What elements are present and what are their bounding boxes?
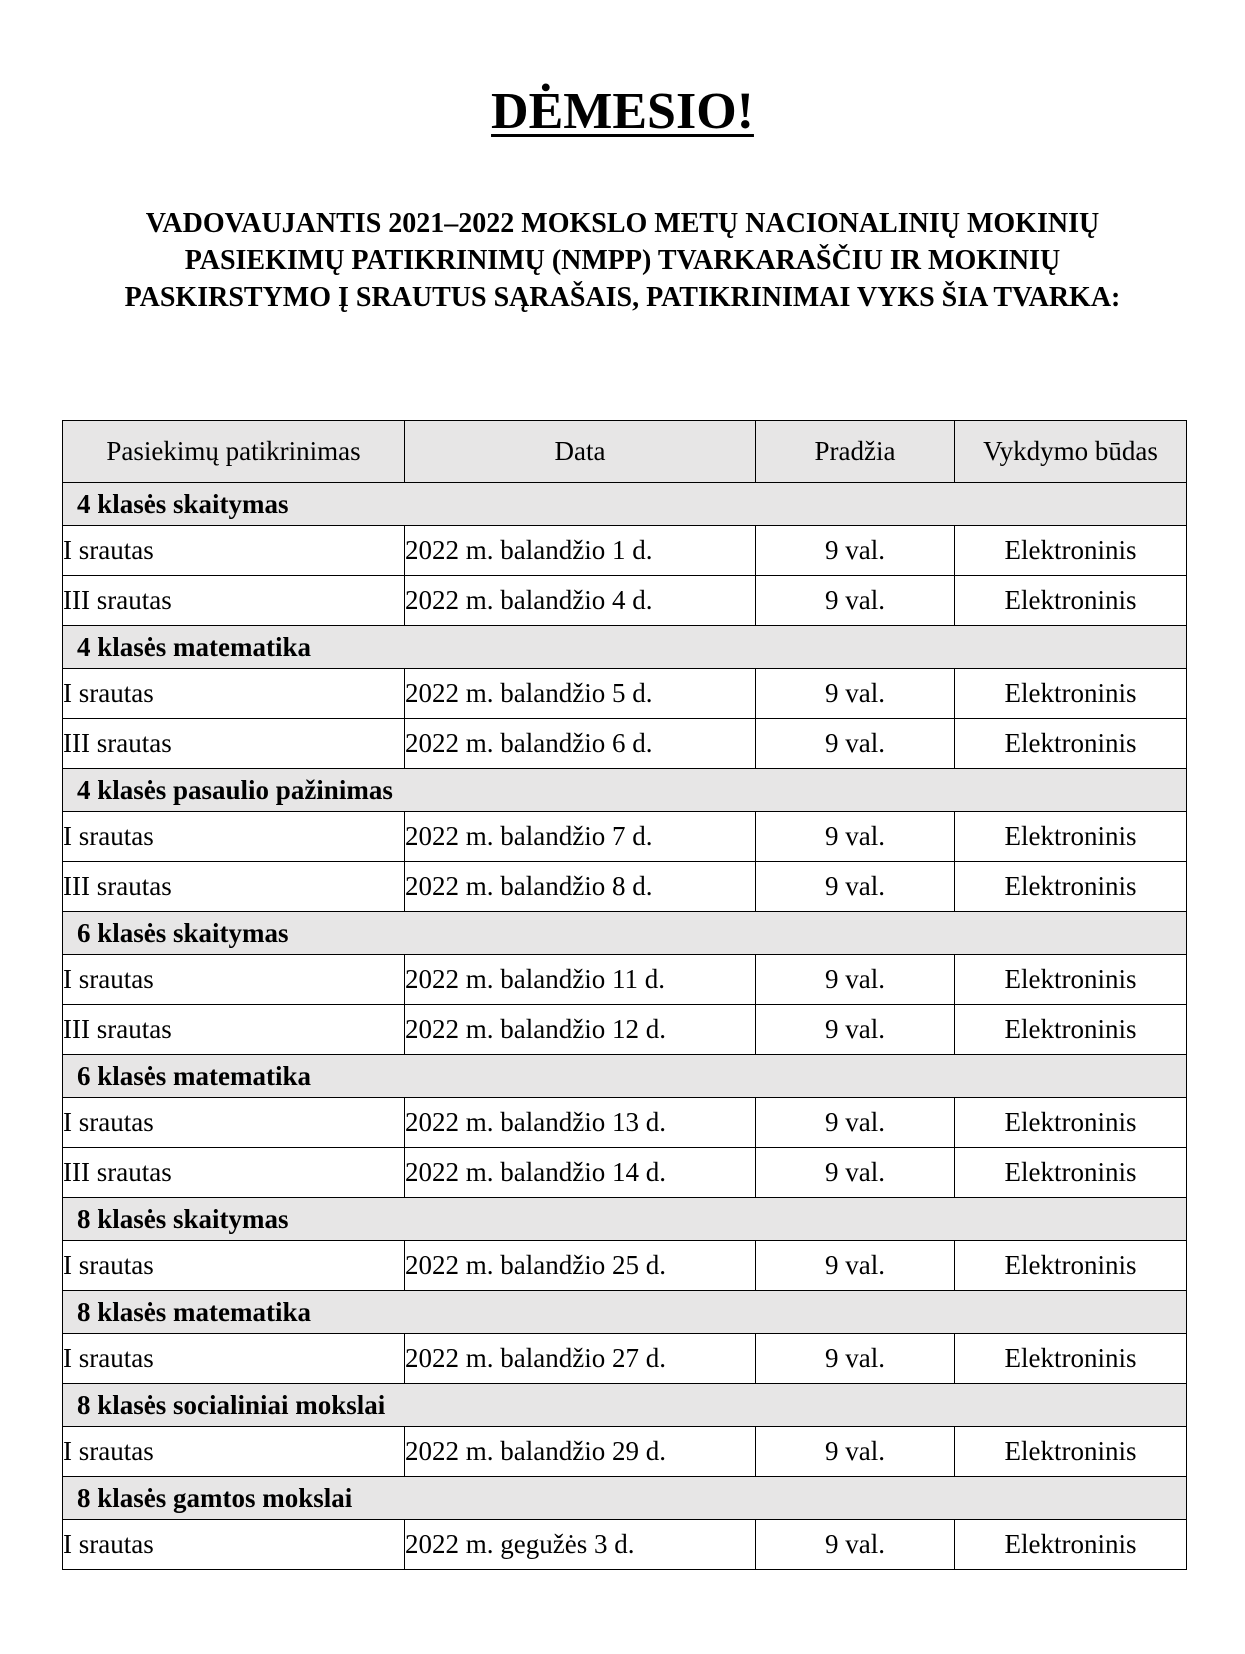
- group-row: [63, 1198, 1187, 1241]
- start-time-cell: 9 val.: [756, 955, 955, 1005]
- table-row: [63, 1241, 1187, 1291]
- table-row: [63, 1005, 1187, 1055]
- group-title: 8 klasės skaitymas: [63, 1198, 1187, 1241]
- group-row: [63, 1477, 1187, 1520]
- start-time-cell: 9 val.: [756, 669, 955, 719]
- stream-cell: I srautas: [63, 812, 405, 862]
- mode-cell: Elektroninis: [955, 526, 1187, 576]
- date-cell: 2022 m. balandžio 7 d.: [405, 812, 756, 862]
- group-title: 8 klasės matematika: [63, 1291, 1187, 1334]
- mode-cell: Elektroninis: [955, 1241, 1187, 1291]
- start-time-cell: 9 val.: [756, 526, 955, 576]
- date-cell: 2022 m. balandžio 8 d.: [405, 862, 756, 912]
- header-assessment: Pasiekimų patikrinimas: [63, 421, 405, 483]
- table-row: [63, 1520, 1187, 1570]
- date-cell: 2022 m. balandžio 5 d.: [405, 669, 756, 719]
- start-time-cell: 9 val.: [756, 1427, 955, 1477]
- group-row: [63, 912, 1187, 955]
- mode-cell: Elektroninis: [955, 862, 1187, 912]
- start-time-cell: 9 val.: [756, 812, 955, 862]
- table-row: [63, 862, 1187, 912]
- table-row: [63, 669, 1187, 719]
- mode-cell: Elektroninis: [955, 1005, 1187, 1055]
- stream-cell: III srautas: [63, 719, 405, 769]
- start-time-cell: 9 val.: [756, 1005, 955, 1055]
- group-title: 4 klasės skaitymas: [63, 483, 1187, 526]
- stream-cell: III srautas: [63, 862, 405, 912]
- date-cell: 2022 m. balandžio 11 d.: [405, 955, 756, 1005]
- schedule-body: [63, 483, 1187, 1570]
- table-header-row: [63, 421, 1187, 483]
- stream-cell: III srautas: [63, 576, 405, 626]
- mode-cell: Elektroninis: [955, 1098, 1187, 1148]
- group-row: [63, 1055, 1187, 1098]
- table-row: [63, 1427, 1187, 1477]
- stream-cell: I srautas: [63, 526, 405, 576]
- group-title: 6 klasės skaitymas: [63, 912, 1187, 955]
- mode-cell: Elektroninis: [955, 669, 1187, 719]
- date-cell: 2022 m. balandžio 4 d.: [405, 576, 756, 626]
- date-cell: 2022 m. balandžio 29 d.: [405, 1427, 756, 1477]
- date-cell: 2022 m. balandžio 12 d.: [405, 1005, 756, 1055]
- date-cell: 2022 m. balandžio 25 d.: [405, 1241, 756, 1291]
- date-cell: 2022 m. balandžio 6 d.: [405, 719, 756, 769]
- group-row: [63, 1291, 1187, 1334]
- stream-cell: I srautas: [63, 1334, 405, 1384]
- date-cell: 2022 m. balandžio 13 d.: [405, 1098, 756, 1148]
- table-row: [63, 526, 1187, 576]
- group-title: 4 klasės pasaulio pažinimas: [63, 769, 1187, 812]
- start-time-cell: 9 val.: [756, 576, 955, 626]
- group-row: [63, 1384, 1187, 1427]
- table-row: [63, 719, 1187, 769]
- header-start: Pradžia: [756, 421, 955, 483]
- date-cell: 2022 m. balandžio 1 d.: [405, 526, 756, 576]
- mode-cell: Elektroninis: [955, 812, 1187, 862]
- mode-cell: Elektroninis: [955, 719, 1187, 769]
- table-row: [63, 1098, 1187, 1148]
- start-time-cell: 9 val.: [756, 719, 955, 769]
- stream-cell: I srautas: [63, 1427, 405, 1477]
- group-row: [63, 769, 1187, 812]
- stream-cell: I srautas: [63, 1241, 405, 1291]
- mode-cell: Elektroninis: [955, 955, 1187, 1005]
- header-date: Data: [405, 421, 756, 483]
- stream-cell: I srautas: [63, 955, 405, 1005]
- table-row: [63, 812, 1187, 862]
- date-cell: 2022 m. balandžio 27 d.: [405, 1334, 756, 1384]
- stream-cell: III srautas: [63, 1005, 405, 1055]
- mode-cell: Elektroninis: [955, 1334, 1187, 1384]
- table-row: [63, 1148, 1187, 1198]
- schedule-table: [62, 420, 1187, 1570]
- group-row: [63, 483, 1187, 526]
- page-title: [0, 82, 1245, 142]
- group-title: 6 klasės matematika: [63, 1055, 1187, 1098]
- stream-cell: I srautas: [63, 1520, 405, 1570]
- page-title-text: DĖMESIO!: [491, 83, 754, 140]
- date-cell: 2022 m. gegužės 3 d.: [405, 1520, 756, 1570]
- group-title: 8 klasės gamtos mokslai: [63, 1477, 1187, 1520]
- page-subtitle: VADOVAUJANTIS 2021–2022 MOKSLO METŲ NACIONALINIŲ MOKINIŲ PASIEKIMŲ PATIKRINIMŲ (NMPP) TVARKARAŠČIU IR MOKINIŲ PASKIRSTYMO Į SRAUTUS SĄRAŠAIS, PATIKRINIMAI VYKS ŠIA TVARKA:: [124, 208, 1121, 313]
- header-mode: Vykdymo būdas: [955, 421, 1187, 483]
- start-time-cell: 9 val.: [756, 1148, 955, 1198]
- start-time-cell: 9 val.: [756, 862, 955, 912]
- stream-cell: I srautas: [63, 1098, 405, 1148]
- start-time-cell: 9 val.: [756, 1520, 955, 1570]
- mode-cell: Elektroninis: [955, 1520, 1187, 1570]
- mode-cell: Elektroninis: [955, 576, 1187, 626]
- stream-cell: I srautas: [63, 669, 405, 719]
- start-time-cell: 9 val.: [756, 1334, 955, 1384]
- group-title: 8 klasės socialiniai mokslai: [63, 1384, 1187, 1427]
- mode-cell: Elektroninis: [955, 1427, 1187, 1477]
- table-row: [63, 1334, 1187, 1384]
- start-time-cell: 9 val.: [756, 1098, 955, 1148]
- stream-cell: III srautas: [63, 1148, 405, 1198]
- group-title: 4 klasės matematika: [63, 626, 1187, 669]
- date-cell: 2022 m. balandžio 14 d.: [405, 1148, 756, 1198]
- table-row: [63, 955, 1187, 1005]
- start-time-cell: 9 val.: [756, 1241, 955, 1291]
- group-row: [63, 626, 1187, 669]
- mode-cell: Elektroninis: [955, 1148, 1187, 1198]
- table-row: [63, 576, 1187, 626]
